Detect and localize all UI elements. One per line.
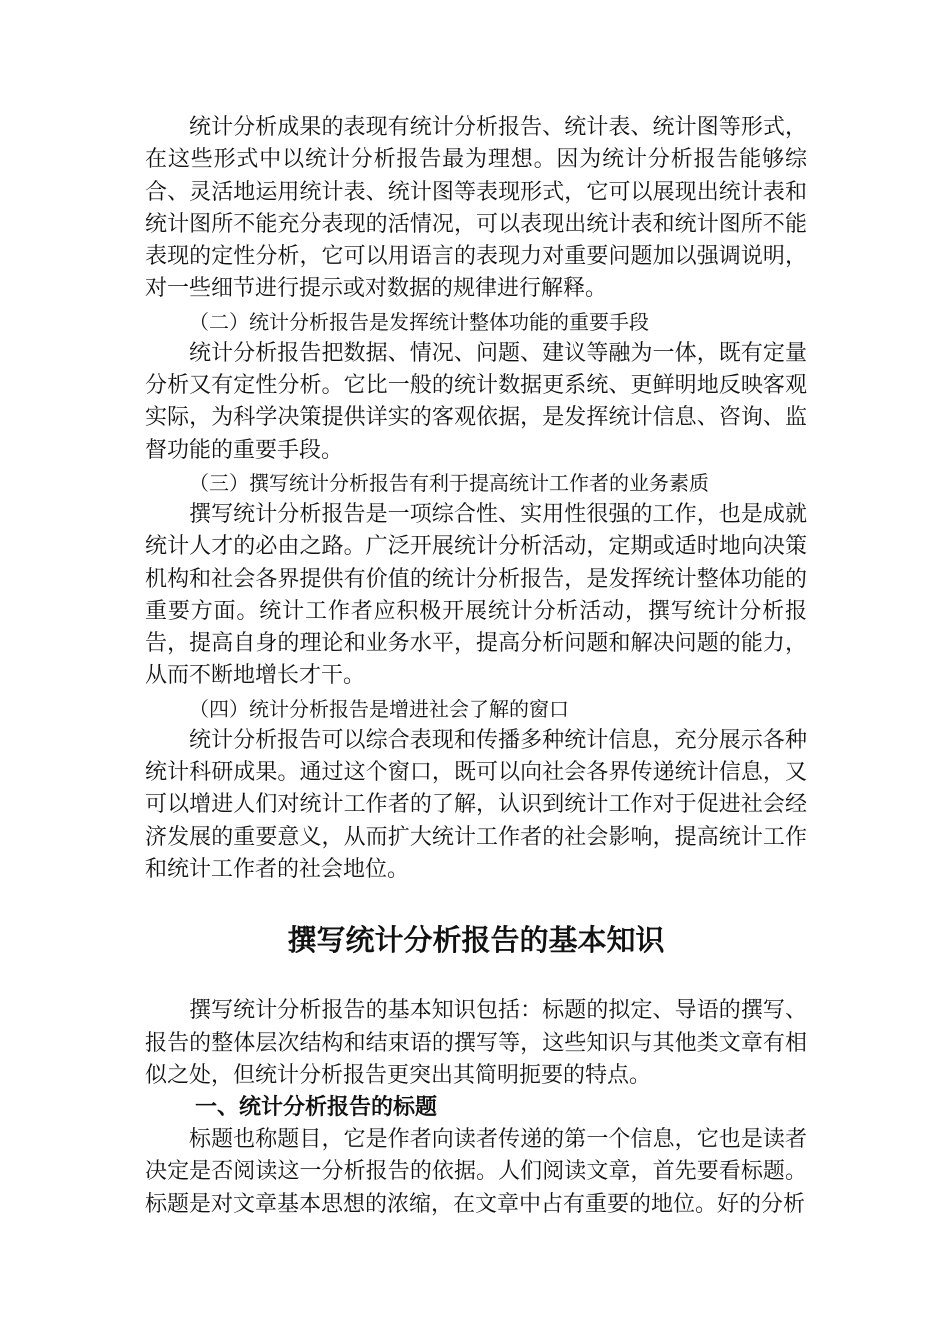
paragraph-basic-knowledge: 撰写统计分析报告的基本知识包括：标题的拟定、导语的撰写、报告的整体层次结构和结束语的撰写等，这些知识与其他类文章有相似之处，但统计分析报告更突出其简明扼要的特点。 bbox=[145, 998, 807, 1088]
paragraph-overall-function: 统计分析报告把数据、情况、问题、建议等融为一体，既有定量分析又有定性分析。它比一般的统计数据更系统、更鲜明地反映客观实际，为科学决策提供详实的客观依据，是发挥统计信息、咨询、监督功能的重要手段。 bbox=[145, 340, 807, 463]
paragraph-professional-quality: 撰写统计分析报告是一项综合性、实用性很强的工作，也是成就统计人才的必由之路。广泛开展统计分析活动，定期或适时地向决策机构和社会各界提供有价值的统计分析报告，是发挥统计整体功能的重要方面。统计工作者应积极开展统计分析活动，撰写统计分析报告，提高自身的理论和业务水平，提高分析问题和解决问题的能力，从而不断地增长才干。 bbox=[145, 501, 807, 689]
section-heading-report-title: 一、统计分析报告的标题 bbox=[195, 1095, 438, 1121]
paragraph-title-definition: 标题也称题目，它是作者向读者传递的第一个信息，它也是读者决定是否阅读这一分析报告的依据。人们阅读文章，首先要看标题。标题是对文章基本思想的浓缩，在文章中占有重要的地位。好的分析 bbox=[145, 1127, 807, 1217]
document-title: 撰写统计分析报告的基本知识 bbox=[287, 923, 665, 958]
document-page bbox=[145, 112, 807, 1221]
subheading-three: （三）撰写统计分析报告有利于提高统计工作者的业务素质 bbox=[189, 470, 709, 495]
subheading-four: （四）统计分析报告是增进社会了解的窗口 bbox=[189, 696, 569, 721]
paragraph-window-to-society: 统计分析报告可以综合表现和传播多种统计信息，充分展示各种统计科研成果。通过这个窗口，既可以向社会各界传递统计信息，又可以增进人们对统计工作者的了解，认识到统计工作对于促进社会经济发展的重要意义，从而扩大统计工作者的社会影响，提高统计工作和统计工作者的社会地位。 bbox=[145, 727, 807, 882]
subheading-two: （二）统计分析报告是发挥统计整体功能的重要手段 bbox=[189, 309, 649, 334]
paragraph-forms-of-results: 统计分析成果的表现有统计分析报告、统计表、统计图等形式，在这些形式中以统计分析报告最为理想。因为统计分析报告能够综合、灵活地运用统计表、统计图等表现形式，它可以展现出统计表和统计图所不能充分表现的活情况，可以表现出统计表和统计图所不能表现的定性分析，它可以用语言的表现力对重要问题加以强调说明，对一些细节进行提示或对数据的规律进行解释。 bbox=[145, 115, 807, 302]
